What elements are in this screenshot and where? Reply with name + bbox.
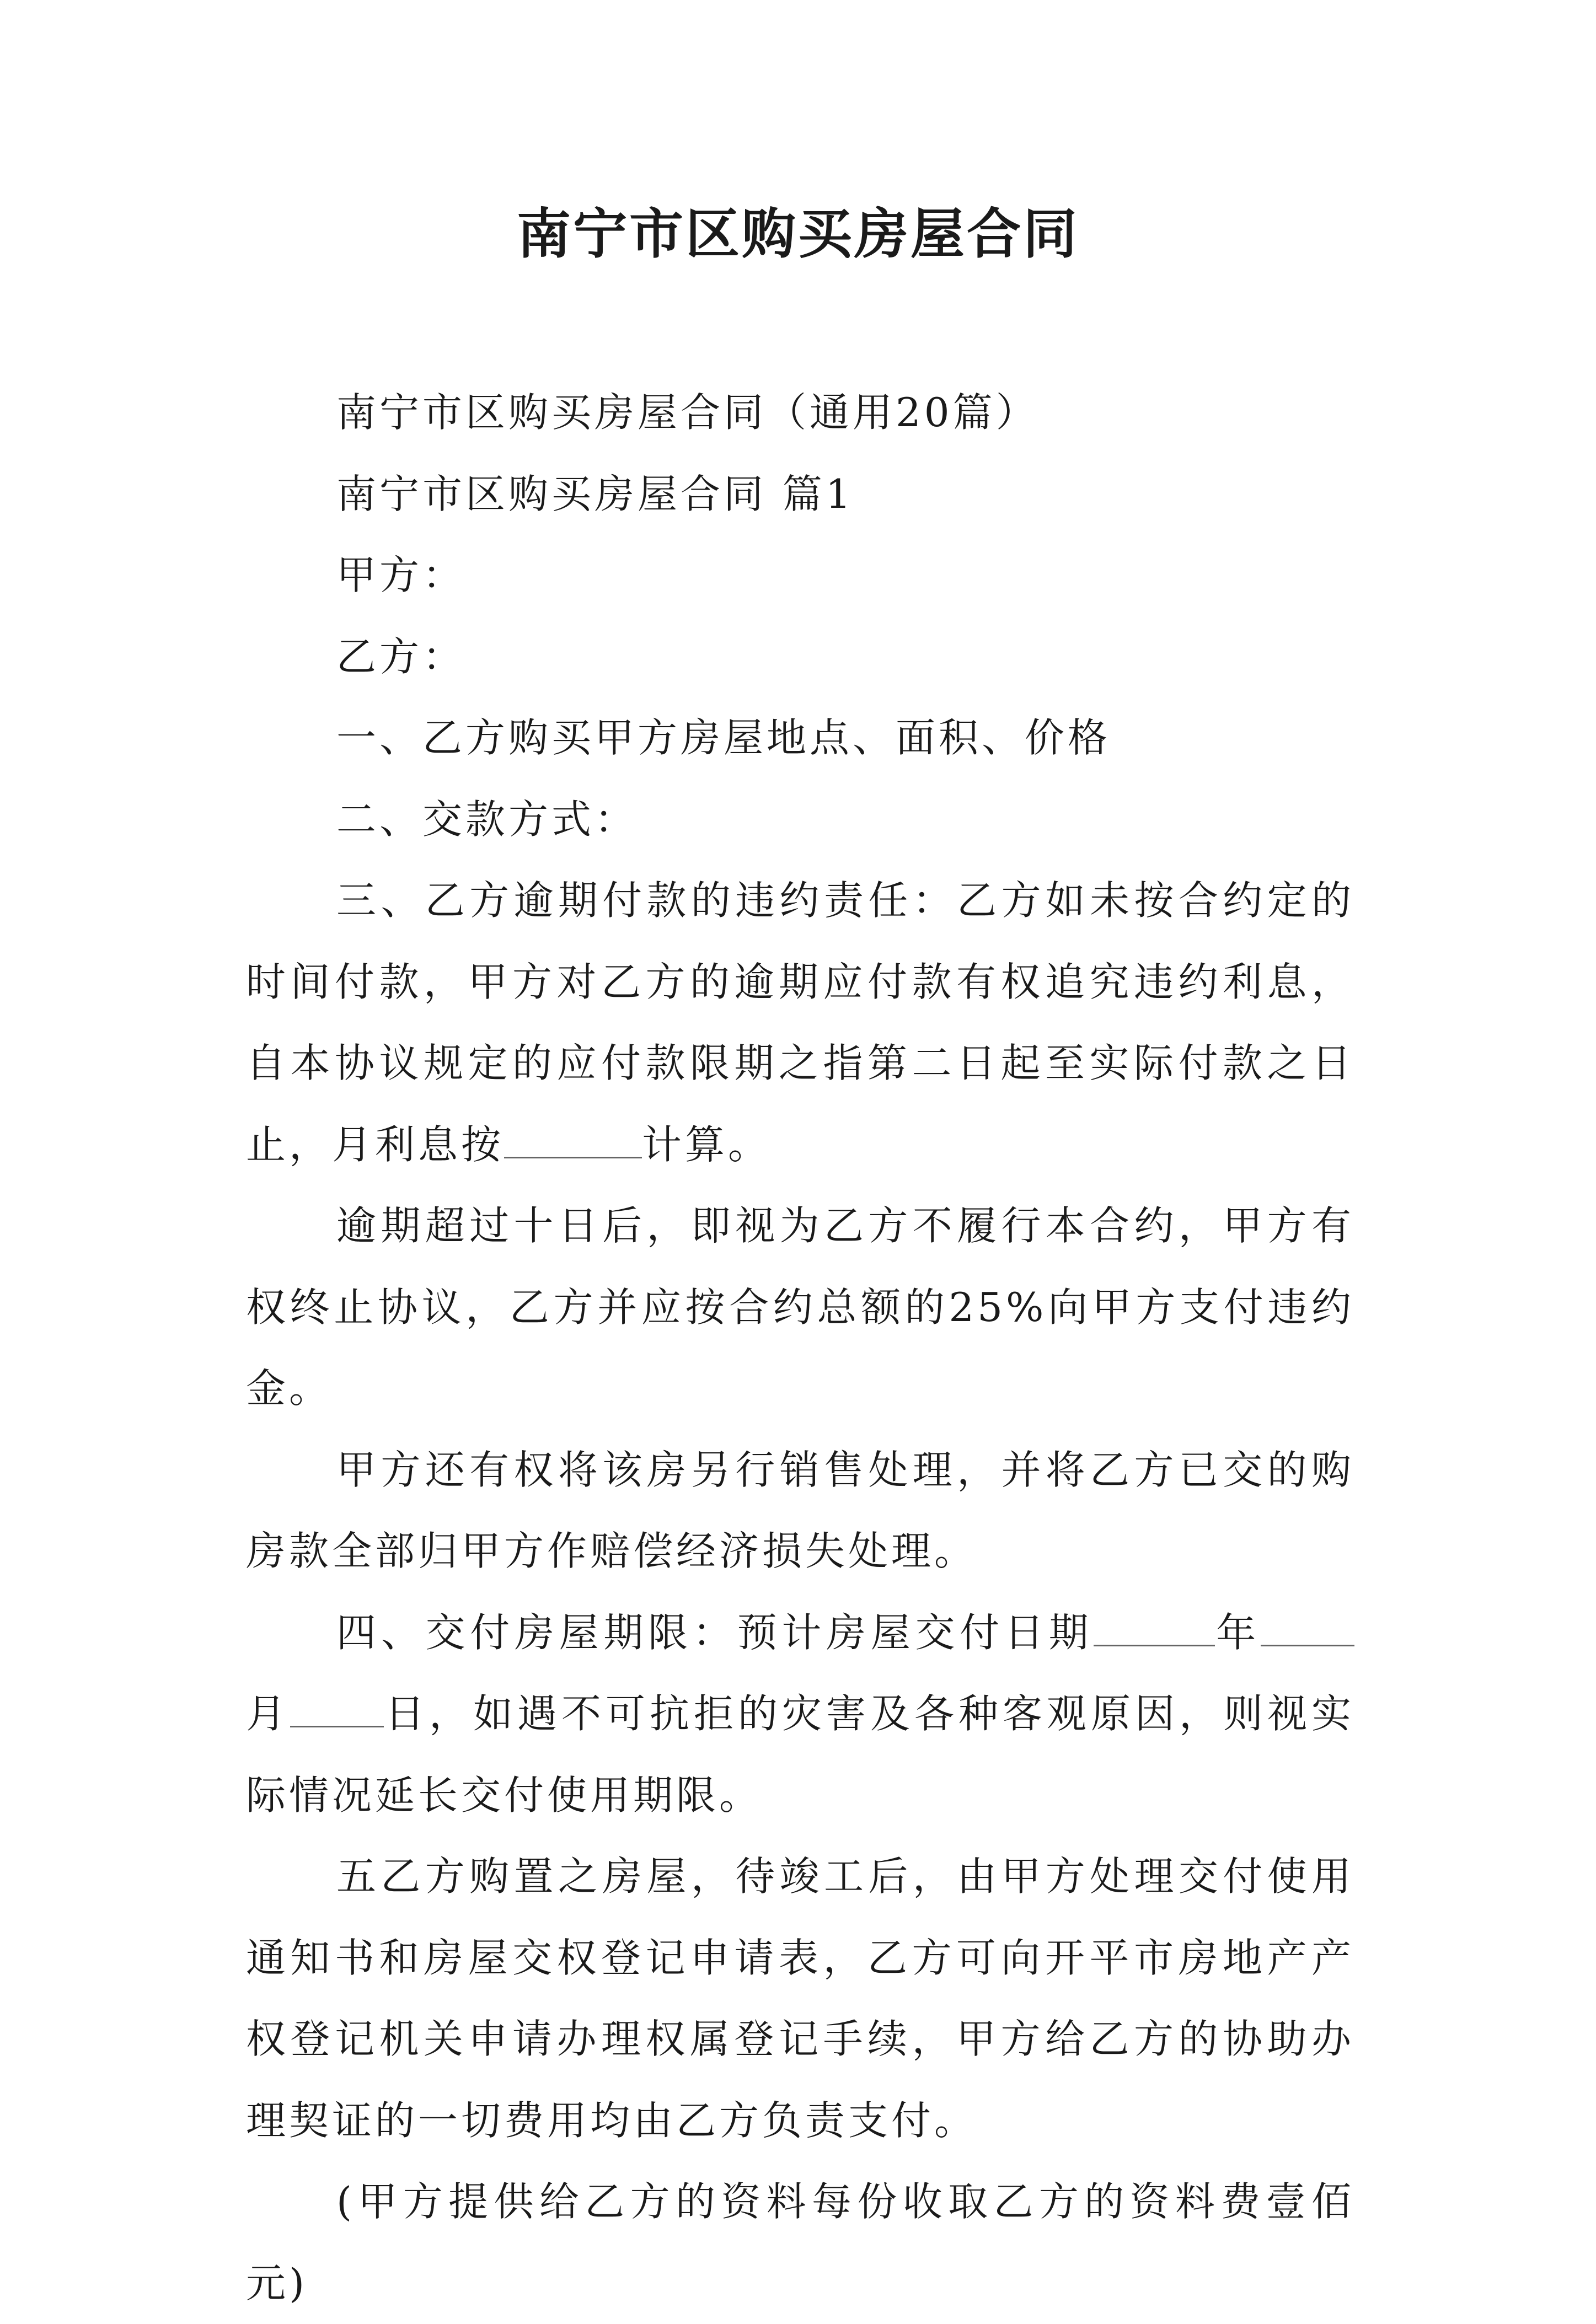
document-body xyxy=(246,372,1354,2324)
clause-2: 二、交款方式： xyxy=(336,796,638,842)
clause-3-resale: 甲方还有权将该房另行销售处理，并将乙方已交的购房款全部归甲方作赔偿经济损失处理。 xyxy=(246,1446,1354,1574)
clause-3-tail: 计算。 xyxy=(642,1121,772,1168)
section-heading: 南宁市区购买房屋合同 篇1 xyxy=(336,470,854,517)
party-b-line: 乙方： xyxy=(336,633,466,680)
delivery-day-blank xyxy=(290,1693,384,1727)
document-subtitle: 南宁市区购买房屋合同（通用20篇） xyxy=(336,389,1039,436)
clause-4 xyxy=(246,1592,1354,1837)
clause-5-note: (甲方提供给乙方的资料每份收取乙方的资料费壹佰元) xyxy=(246,2178,1354,2306)
document-title: 南宁市区购买房屋合同 xyxy=(516,202,1079,266)
clause-3-text: 三、乙方逾期付款的违约责任：乙方如未按合约定的时间付款，甲方对乙方的逾期应付款有权追究违约利息，自本协议规定的应付款限期之指第二日起至实际付款之日止，月利息按 xyxy=(246,877,1354,1168)
year-label: 年 xyxy=(1214,1609,1261,1656)
clause-4-tail: 日，如遇不可抗拒的灾害及各种客观原因，则视实际情况延长交付使用期限。 xyxy=(246,1690,1354,1818)
party-a-line: 甲方： xyxy=(336,552,466,598)
month-label: 月 xyxy=(246,1690,290,1737)
interest-rate-blank xyxy=(504,1124,642,1158)
clause-3-overdue: 逾期超过十日后，即视为乙方不履行本合约，甲方有权终止协议，乙方并应按合约总额的25%向甲方支付违约金。 xyxy=(246,1203,1354,1411)
clause-5: 五乙方购置之房屋，待竣工后，由甲方处理交付使用通知书和房屋交权登记申请表，乙方可向开平市房地产产权登记机关申请办理权属登记手续，甲方给乙方的协助办理契证的一切费用均由乙方负责支付。 xyxy=(246,1853,1354,2144)
clause-4-text: 四、交付房屋期限：预计房屋交付日期 xyxy=(336,1609,1094,1656)
clause-1: 一、乙方购买甲方房屋地点、面积、价格 xyxy=(336,715,1111,761)
clause-3 xyxy=(246,860,1354,1185)
delivery-year-blank xyxy=(1094,1612,1215,1646)
delivery-month-blank xyxy=(1261,1612,1354,1646)
